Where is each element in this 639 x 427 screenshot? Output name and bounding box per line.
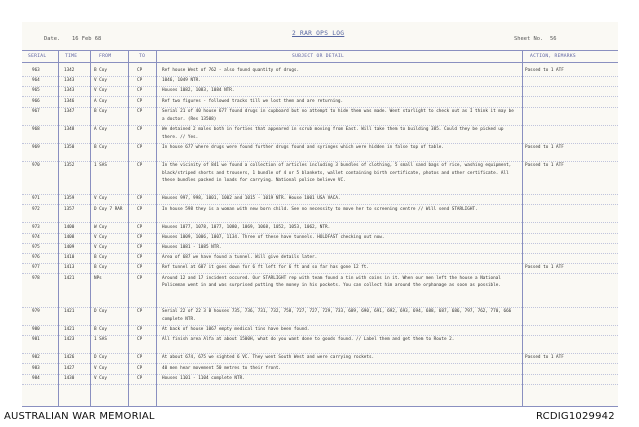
row-time: 1427 xyxy=(64,365,75,371)
date-label: Date. xyxy=(44,36,61,42)
col-to: TO xyxy=(139,54,146,59)
row-subject: 1046, 1049 NTR. xyxy=(162,78,201,84)
row-to: CP xyxy=(137,78,143,84)
row-from: 1 SAS xyxy=(94,162,107,168)
row-time: 1350 xyxy=(64,144,75,150)
sheet-label: Sheet No. xyxy=(514,36,544,42)
row-subject: In house 677 where drugs were found further drugs found and syringes which were hidden in false top of table. xyxy=(162,144,444,150)
col-subject: SUBJECT OR DETAIL xyxy=(292,54,345,59)
row-to: CP xyxy=(137,108,143,114)
row-from: B Coy xyxy=(94,108,107,114)
row-serial: 972 xyxy=(32,206,40,212)
row-to: CP xyxy=(137,309,143,315)
row-from: V Coy xyxy=(94,234,107,240)
sheet-value: 56 xyxy=(550,36,557,42)
row-subject: Ref house West of 762 - also found quantity of drugs. xyxy=(162,68,300,73)
row-to: CP xyxy=(137,265,143,271)
header-bottom-rule xyxy=(22,62,618,63)
row-from: V Coy xyxy=(94,365,107,371)
table-top-rule xyxy=(22,50,618,51)
row-serial: 970 xyxy=(32,162,40,168)
row-subject: All finish area Alfa at about 1500H, what do you want done to goods found. // Label them and get them to Route 2. xyxy=(162,337,455,343)
row-time: 1423 xyxy=(64,337,75,343)
row-serial: 979 xyxy=(32,309,40,315)
row-subject: Ref two figures - followed tracks till we lost them and are returning. xyxy=(162,98,344,104)
row-subject: Houses 1101 - 1104 complete NTR. xyxy=(162,375,245,381)
footer-record-id: RCDIG1029942 xyxy=(536,411,615,422)
row-subject: Ref tunnel at 687 it goes down for 6 ft left for 6 ft and so far has gone 12 ft. xyxy=(162,265,369,271)
row-serial: 963 xyxy=(32,68,40,73)
row-serial: 967 xyxy=(32,108,40,114)
row-to: CP xyxy=(137,88,143,94)
log-title: 2 RAR OPS LOG xyxy=(292,30,345,37)
date-value: 16 Feb 68 xyxy=(72,36,102,42)
row-subject: Houses 1081 - 1085 NTR. xyxy=(162,245,222,250)
row-time: 1348 xyxy=(64,126,75,132)
row-subject: Houses 997, 998, 1001, 1002 and 1015 - 1019 NTR. House 1001 USA VACA. xyxy=(162,196,341,202)
row-time: 1430 xyxy=(64,375,75,381)
col-action: ACTION, REMARKS xyxy=(530,54,576,59)
row-to: CP xyxy=(137,98,143,104)
row-to: CP xyxy=(137,206,143,212)
row-to: CP xyxy=(137,327,143,333)
row-serial: 977 xyxy=(32,265,40,271)
row-to: CP xyxy=(137,275,143,281)
row-from: V Coy xyxy=(94,245,107,250)
row-serial: 965 xyxy=(32,88,40,94)
row-subject: Area of 687 we have found a tunnel. Will give details later. xyxy=(162,255,318,261)
row-time: 1400 xyxy=(64,224,75,230)
row-from: D Coy xyxy=(94,355,107,361)
row-from: B Coy xyxy=(94,265,107,271)
row-serial: 983 xyxy=(32,365,40,371)
row-to: CP xyxy=(137,126,143,132)
row-to: CP xyxy=(137,245,143,250)
row-time: 1346 xyxy=(64,98,75,104)
row-from: V Coy xyxy=(94,375,107,381)
row-time: 1421 xyxy=(64,309,75,315)
row-subject: We detained 2 males both in forties that appeared in scrub moving from East. Will take them to building 385. Could they be picked up there. // Yes. xyxy=(162,126,504,140)
row-from: A Coy xyxy=(94,126,107,132)
row-to: CP xyxy=(137,337,143,343)
row-time: 1342 xyxy=(64,68,75,73)
row-serial: 964 xyxy=(32,78,40,84)
row-subject: Houses 1077, 1078, 1077, 1080, 1069, 1068, 1052, 1053, 1062, NTR. xyxy=(162,224,331,230)
col-from: FROM xyxy=(99,54,112,59)
row-subject: In house 598 they is a woman with new born child. See no necessity to move her to screening centre // Will send STARLIGHT. xyxy=(162,206,478,212)
row-time: 1347 xyxy=(64,108,75,114)
row-divider xyxy=(22,384,618,385)
table-bottom-rule xyxy=(22,406,618,407)
row-from: B Coy xyxy=(94,327,107,333)
row-action: Passed to 1 ATF xyxy=(525,144,564,150)
row-action: Passed to 1 ATF xyxy=(525,265,564,271)
row-from: B Coy xyxy=(94,68,107,73)
row-to: CP xyxy=(137,255,143,261)
row-time: 1426 xyxy=(64,355,75,361)
row-serial: 966 xyxy=(32,98,40,104)
row-time: 1343 xyxy=(64,78,75,84)
row-from: B Coy xyxy=(94,144,107,150)
row-serial: 968 xyxy=(32,126,40,132)
row-to: CP xyxy=(137,234,143,240)
row-action: Passed to 1 ATF xyxy=(525,355,564,361)
row-time: 1410 xyxy=(64,255,75,261)
row-time: 1343 xyxy=(64,88,75,94)
footer-institution: AUSTRALIAN WAR MEMORIAL xyxy=(4,411,155,422)
row-serial: 971 xyxy=(32,196,40,202)
row-serial: 978 xyxy=(32,275,40,281)
row-to: CP xyxy=(137,355,143,361)
row-from: V Coy xyxy=(94,196,107,202)
row-to: CP xyxy=(137,224,143,230)
row-subject: Houses 1082, 1083, 1084 NTR. xyxy=(162,88,235,94)
row-subject: Around 12 and 17 incident occured. Our STARLIGHT rep with team found a tin with coins in it. When our men left the house a National Policeman went in and was surprised putting the money in his pockets. You can collect him around the orphanage as soon as possible. xyxy=(162,275,501,289)
col-time: TIME xyxy=(65,54,78,59)
row-serial: 975 xyxy=(32,245,40,250)
row-subject: Serial 21 of 40 house 677 found drugs in cupboard but no attempt to hide them was made. Went starlight to check out as I think it may be a doctor. (Res 13508) xyxy=(162,108,514,122)
row-to: CP xyxy=(137,144,143,150)
row-action: Passed to 1 ATF xyxy=(525,68,564,73)
row-subject: At back of house 1067 empty medical tins have been found. xyxy=(162,327,310,333)
row-time: 1408 xyxy=(64,234,75,240)
col-serial: SERIAL xyxy=(28,54,47,59)
row-action: Passed to 1 ATF xyxy=(525,162,564,168)
row-serial: 976 xyxy=(32,255,40,261)
row-serial: 974 xyxy=(32,234,40,240)
row-from: D Coy xyxy=(94,309,107,315)
row-subject: In the vicinity of 841 we found a collection of articles including 3 bundles of clothing, 5 small sand bags of rice, washing equipment, black/striped shorts and trousers, 1 bundle of 4 or 5 blankets, wallet containing birth certificate, photos and other certificate. All these bundles packed in loads for carrying. National police believe VC. xyxy=(162,162,512,184)
row-from: B Coy xyxy=(94,255,107,261)
row-time: 1421 xyxy=(64,275,75,281)
row-time: 1421 xyxy=(64,327,75,333)
row-time: 1413 xyxy=(64,265,75,271)
row-from: D Coy 7 RAR xyxy=(94,206,123,212)
row-to: CP xyxy=(137,68,143,73)
row-to: CP xyxy=(137,375,143,381)
log-sheet xyxy=(22,22,618,406)
row-time: 1359 xyxy=(64,196,75,202)
row-serial: 982 xyxy=(32,355,40,361)
row-to: CP xyxy=(137,365,143,371)
row-from: NPs xyxy=(94,275,102,281)
row-to: CP xyxy=(137,162,143,168)
row-from: V Coy xyxy=(94,88,107,94)
row-subject: 40 men hear movement 50 metres to their front. xyxy=(162,365,281,371)
row-time: 1409 xyxy=(64,245,75,250)
row-from: A Coy xyxy=(94,98,107,104)
row-subject: Houses 1009, 1006, 1007, 1134. Three of these have tunnels. HOLDFAST checking out now. xyxy=(162,234,385,240)
row-from: W Coy xyxy=(94,224,107,230)
row-serial: 980 xyxy=(32,327,40,333)
row-subject: At about 674, 675 we sighted 6 VC. They went South West and were carrying rockets. xyxy=(162,355,375,361)
row-from: V Coy xyxy=(94,78,107,84)
row-serial: 973 xyxy=(32,224,40,230)
row-serial: 984 xyxy=(32,375,40,381)
row-time: 1357 xyxy=(64,206,75,212)
row-to: CP xyxy=(137,196,143,202)
row-serial: 981 xyxy=(32,337,40,343)
row-serial: 969 xyxy=(32,144,40,150)
row-from: 1 SAS xyxy=(94,337,107,343)
row-time: 1352 xyxy=(64,162,75,168)
row-subject: Serial 22 of 22 3 B houses 735, 736, 731, 732, 758, 727, 727, 729, 733, 689, 690, 691, 692, 693, 694, 688, 687, 686, 797, 762, 770, 666 complete NTR. xyxy=(162,309,512,322)
